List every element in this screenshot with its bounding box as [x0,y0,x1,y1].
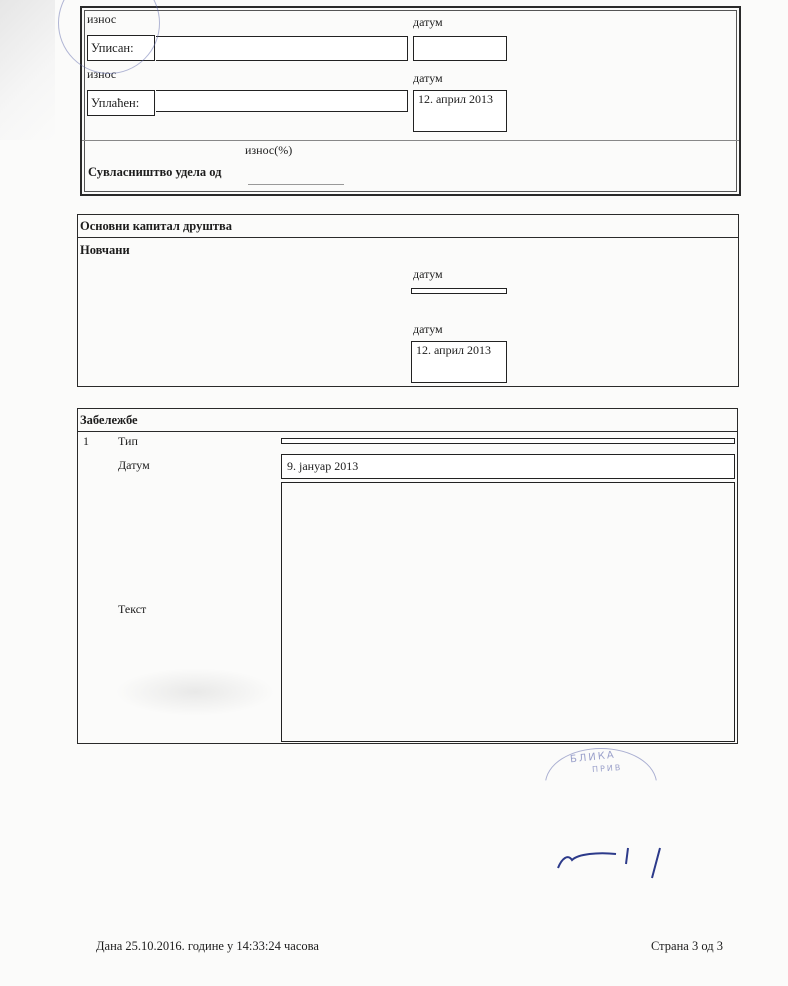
paid-label-box: Уплаћен: [87,90,155,116]
bottom-stamp-subtext: ПРИВ [591,762,623,775]
paid-date-field[interactable]: 12. април 2013 [413,90,507,132]
paid-amount-field[interactable] [156,90,408,112]
note-text-field[interactable] [281,482,735,742]
percent-label: износ(%) [245,143,293,157]
amount-label-2: износ [87,67,117,81]
notes-title-bar [77,408,738,432]
note-type-label: Тип [118,434,138,448]
subscribed-label-box: Уписан: [87,35,155,61]
bottom-stamp-text: БЛИКА [569,749,617,766]
footer-page: Страна 3 од 3 [651,939,723,953]
cash-label: Новчани [80,243,130,257]
note-date-field[interactable]: 9. јануар 2013 [281,454,735,479]
subscribed-amount-field[interactable] [156,36,408,61]
footer-generated: Дана 25.10.2016. године у 14:33:24 часова [96,939,319,953]
subscribed-date-field[interactable] [413,36,507,61]
notes-title: Забележбе [80,413,138,427]
date-label-1: датум [413,15,443,29]
co-ownership-underline [248,184,344,185]
capital-section [77,237,739,387]
note-row-number: 1 [83,434,89,448]
capital-title: Основни капитал друштва [80,219,233,233]
date-label-2: датум [413,71,443,85]
capital-date-label-1: датум [413,267,443,281]
note-date-label: Датум [118,458,150,472]
capital-date-label-2: датум [413,322,443,336]
amount-label-1: износ [87,12,117,26]
page-fold-shadow [0,0,55,140]
note-text-label: Текст [118,602,147,616]
capital-date-field-1[interactable] [411,288,507,294]
bleed-through-smudge [115,668,275,716]
capital-date-field-2[interactable]: 12. април 2013 [411,341,507,383]
co-ownership-label: Сувласништво удела од [88,165,222,179]
note-type-field[interactable] [281,438,735,444]
share-divider [82,140,739,141]
signature [548,840,678,890]
